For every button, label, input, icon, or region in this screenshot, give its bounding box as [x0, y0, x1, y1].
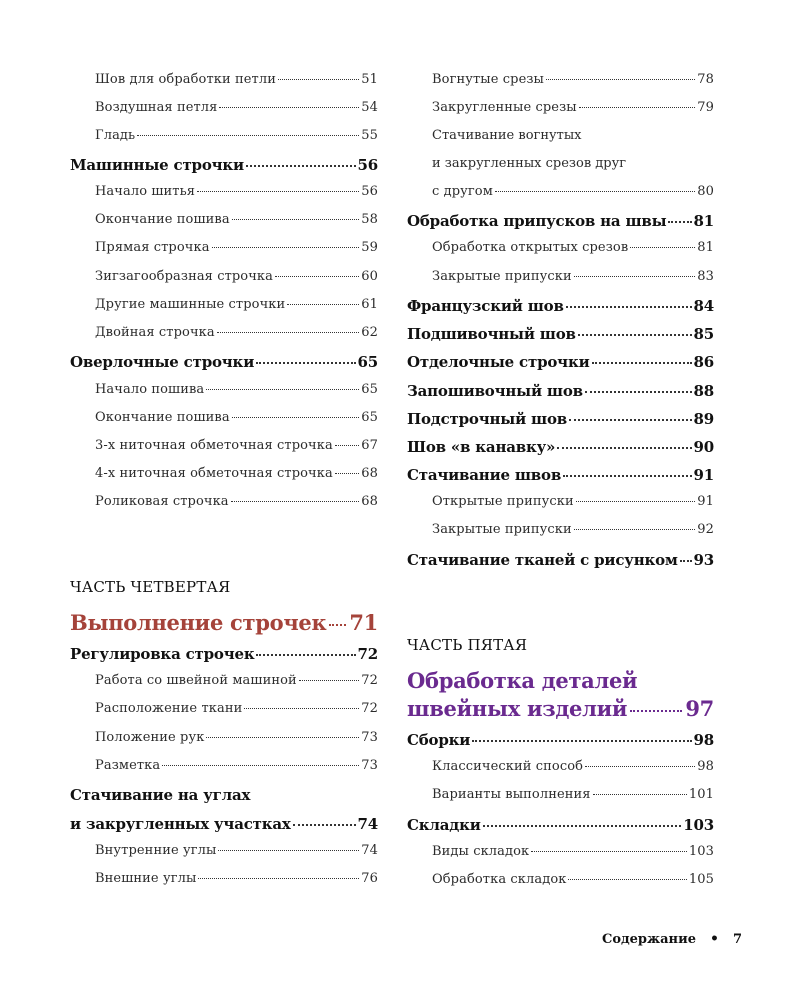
toc-subentry[interactable]	[432, 759, 714, 774]
toc-heading[interactable]	[407, 551, 714, 569]
toc-entry-title: Закрытые припуски	[432, 269, 572, 284]
toc-entry-title: 4-х ниточная обметочная строчка	[95, 466, 333, 481]
toc-subentry[interactable]	[432, 184, 714, 199]
toc-page-number: 60	[361, 269, 378, 284]
dot-leader	[162, 765, 359, 766]
toc-page-number: 73	[361, 730, 378, 745]
toc-subentry[interactable]	[95, 240, 378, 255]
toc-subentry[interactable]	[95, 843, 378, 858]
dot-leader	[546, 79, 695, 80]
toc-page-number: 51	[361, 72, 378, 87]
toc-page-number: 68	[361, 494, 378, 509]
dot-leader	[576, 501, 696, 502]
dot-leader	[287, 304, 359, 305]
toc-entry-title: Окончание пошива	[95, 212, 230, 227]
dot-leader	[335, 473, 359, 474]
toc-entry-title: Обработка открытых срезов	[432, 240, 629, 255]
dot-leader	[531, 851, 687, 852]
toc-entry-title: Стачивание швов	[407, 466, 562, 484]
toc-subentry[interactable]	[95, 438, 378, 453]
toc-page-number: 89	[693, 410, 714, 428]
toc-page-number: 61	[361, 297, 378, 312]
dot-leader	[231, 501, 360, 502]
toc-subentry[interactable]	[95, 297, 378, 312]
dot-leader	[275, 276, 359, 277]
toc-page-number: 74	[361, 843, 378, 858]
toc-entry-title: Закрытые припуски	[432, 522, 572, 537]
dot-leader	[197, 191, 359, 192]
toc-entry-title: Закругленные срезы	[432, 100, 577, 115]
toc-subentry[interactable]	[95, 758, 378, 773]
toc-subentry[interactable]	[95, 100, 378, 115]
toc-heading[interactable]	[407, 466, 714, 484]
toc-subentry[interactable]: и закругленных срезов друг	[432, 156, 627, 171]
toc-entry-title: Складки	[407, 816, 481, 834]
toc-subentry[interactable]	[432, 522, 714, 537]
dot-leader	[137, 135, 359, 136]
part-five-title-line2[interactable]	[407, 696, 714, 721]
dot-leader	[212, 247, 360, 248]
dot-leader	[329, 624, 346, 626]
toc-page-number: 80	[697, 184, 714, 199]
toc-page-number: 76	[361, 871, 378, 886]
toc-entry-title: Прямая строчка	[95, 240, 210, 255]
dot-leader	[232, 219, 360, 220]
dot-leader	[219, 107, 359, 108]
dot-leader	[198, 878, 359, 879]
toc-subentry[interactable]	[95, 466, 378, 481]
toc-entry-title: Классический способ	[432, 759, 584, 774]
toc-entry-title: с другом	[432, 184, 493, 199]
part-four-page: 71	[349, 610, 378, 635]
toc-page-number: 103	[683, 816, 714, 834]
dot-leader	[574, 529, 696, 530]
footer-separator: •	[710, 931, 719, 947]
toc-page-number: 91	[693, 466, 714, 484]
toc-subentry[interactable]	[432, 72, 714, 87]
dot-leader	[206, 389, 359, 390]
toc-page-number: 74	[357, 815, 378, 833]
toc-heading[interactable]	[407, 212, 714, 230]
toc-page-number: 56	[357, 156, 378, 174]
toc-heading[interactable]	[407, 297, 714, 315]
dot-leader	[574, 276, 696, 277]
toc-subentry[interactable]	[432, 844, 714, 859]
toc-subentry[interactable]	[95, 701, 378, 716]
toc-heading[interactable]	[70, 353, 378, 371]
toc-page-number: 65	[357, 353, 378, 371]
toc-subentry[interactable]	[95, 382, 378, 397]
toc-entry-title: Расположение ткани	[95, 701, 243, 716]
dot-leader	[563, 475, 691, 477]
toc-entry-title: Запошивочный шов	[407, 382, 583, 400]
dot-leader	[630, 710, 682, 712]
toc-entry-title: и закругленных участках	[70, 815, 291, 833]
toc-entry-title: Двойная строчка	[95, 325, 215, 340]
toc-page-number: 93	[693, 551, 714, 569]
toc-entry-title: Гладь	[95, 128, 136, 143]
toc-entry-title: Внутренние углы	[95, 843, 217, 858]
toc-heading[interactable]	[407, 382, 714, 400]
toc-page-number: 83	[697, 269, 714, 284]
toc-heading[interactable]: Стачивание на углах	[70, 786, 251, 804]
toc-subentry[interactable]	[95, 128, 378, 143]
toc-subentry[interactable]	[432, 872, 714, 887]
toc-subentry[interactable]	[432, 100, 714, 115]
dot-leader	[218, 850, 359, 851]
toc-page-number: 72	[357, 645, 378, 663]
toc-subentry[interactable]	[95, 72, 378, 87]
toc-entry-title: Подстрочный шов	[407, 410, 567, 428]
dot-leader	[630, 247, 695, 248]
page-footer	[602, 931, 742, 947]
footer-section-title: Содержание	[601, 932, 696, 947]
dot-leader	[668, 221, 691, 223]
toc-heading[interactable]	[70, 156, 378, 174]
toc-entry-title: 3-х ниточная обметочная строчка	[95, 438, 333, 453]
toc-page-number: 81	[693, 212, 714, 230]
toc-entry-title: Регулировка строчек	[70, 645, 255, 663]
toc-page-number: 62	[361, 325, 378, 340]
toc-heading[interactable]	[70, 645, 378, 663]
toc-heading[interactable]	[407, 438, 714, 456]
toc-page-number: 98	[693, 731, 714, 749]
toc-entry-title: Оверлочные строчки	[70, 353, 255, 371]
toc-subentry[interactable]	[95, 269, 378, 284]
toc-page-number: 101	[688, 787, 714, 802]
toc-page-number: 72	[361, 701, 378, 716]
toc-subentry[interactable]	[432, 240, 714, 255]
toc-entry-title: Шов «в канавку»	[407, 438, 556, 456]
dot-leader	[206, 737, 359, 738]
toc-page-number: 56	[361, 184, 378, 199]
part-five-title-text: швейных изделий	[407, 696, 628, 721]
toc-entry-title: Зигзагообразная строчка	[95, 269, 274, 284]
part-four-title-text: Выполнение строчек	[70, 610, 327, 635]
toc-page-number: 65	[361, 410, 378, 425]
toc-entry-title: Положение рук	[95, 730, 205, 745]
dot-leader	[256, 362, 355, 364]
toc-entry-title: Французский шов	[407, 297, 564, 315]
toc-entry-title: Другие машинные строчки	[95, 297, 286, 312]
toc-page-number: 54	[361, 100, 378, 115]
dot-leader	[335, 445, 359, 446]
toc-page-number: 90	[693, 438, 714, 456]
dot-leader	[566, 306, 692, 308]
toc-subentry[interactable]	[95, 410, 378, 425]
toc-entry-title: Виды складок	[432, 844, 530, 859]
toc-page-number: 105	[688, 872, 714, 887]
dot-leader	[232, 417, 360, 418]
dot-leader	[680, 560, 692, 562]
toc-subentry[interactable]	[95, 494, 378, 509]
dot-leader	[483, 825, 682, 827]
dot-leader	[593, 794, 687, 795]
toc-page-number: 78	[697, 72, 714, 87]
toc-page-number: 92	[697, 522, 714, 537]
toc-entry-title: Варианты выполнения	[432, 787, 591, 802]
dot-leader	[557, 447, 691, 449]
part-five-page: 97	[685, 696, 714, 721]
footer-page-number: 7	[732, 932, 742, 947]
toc-entry-title: Начало шитья	[95, 184, 196, 199]
toc-page-number: 98	[697, 759, 714, 774]
toc-entry-title: Начало пошива	[95, 382, 205, 397]
part-five-label: ЧАСТЬ ПЯТАЯ	[407, 636, 528, 654]
toc-page-number: 67	[361, 438, 378, 453]
toc-page-number: 59	[361, 240, 378, 255]
dot-leader	[585, 766, 695, 767]
dot-leader	[244, 708, 359, 709]
part-five-title-line1[interactable]: Обработка деталей	[407, 668, 638, 693]
toc-page-number: 79	[697, 100, 714, 115]
toc-page-number: 68	[361, 466, 378, 481]
toc-entry-title: Машинные строчки	[70, 156, 244, 174]
toc-subentry[interactable]	[95, 184, 378, 199]
toc-page-number: 73	[361, 758, 378, 773]
toc-heading[interactable]	[70, 815, 378, 833]
toc-entry-title: Отделочные строчки	[407, 353, 590, 371]
toc-entry-title: Сборки	[407, 731, 471, 749]
dot-leader	[568, 879, 686, 880]
toc-heading[interactable]	[407, 731, 714, 749]
toc-subentry[interactable]	[95, 325, 378, 340]
dot-leader	[495, 191, 695, 192]
dot-leader	[256, 654, 355, 656]
toc-page-number: 81	[697, 240, 714, 255]
toc-entry-title: Окончание пошива	[95, 410, 230, 425]
dot-leader	[579, 107, 696, 108]
toc-heading[interactable]	[407, 353, 714, 371]
toc-subentry[interactable]	[432, 269, 714, 284]
toc-heading[interactable]	[407, 410, 714, 428]
dot-leader	[217, 332, 360, 333]
part-four-title[interactable]	[70, 610, 378, 635]
toc-page-number: 84	[693, 297, 714, 315]
toc-subentry[interactable]	[95, 212, 378, 227]
toc-entry-title: Открытые припуски	[432, 494, 574, 509]
toc-page-number: 65	[361, 382, 378, 397]
toc-entry-title: Работа со швейной машиной	[95, 673, 297, 688]
toc-page-number: 86	[693, 353, 714, 371]
toc-page-number: 88	[693, 382, 714, 400]
toc-entry-title: Подшивочный шов	[407, 325, 576, 343]
toc-page-number: 55	[361, 128, 378, 143]
toc-subentry[interactable]: Стачивание вогнутых	[432, 128, 582, 143]
toc-entry-title: Внешние углы	[95, 871, 197, 886]
dot-leader	[585, 391, 692, 393]
dot-leader	[293, 824, 356, 826]
toc-entry-title: Шов для обработки петли	[95, 72, 276, 87]
toc-entry-title: Роликовая строчка	[95, 494, 229, 509]
toc-entry-title: Воздушная петля	[95, 100, 218, 115]
toc-entry-title: Разметка	[95, 758, 161, 773]
toc-subentry[interactable]	[95, 730, 378, 745]
toc-page-number: 72	[361, 673, 378, 688]
dot-leader	[569, 419, 692, 421]
dot-leader	[578, 334, 692, 336]
toc-subentry[interactable]	[432, 787, 714, 802]
dot-leader	[278, 79, 359, 80]
toc-subentry[interactable]	[432, 494, 714, 509]
dot-leader	[246, 165, 356, 167]
toc-heading[interactable]	[407, 816, 714, 834]
toc-entry-title: Вогнутые срезы	[432, 72, 545, 87]
part-four-label: ЧАСТЬ ЧЕТВЕРТАЯ	[70, 578, 231, 596]
toc-entry-title: Обработка складок	[432, 872, 567, 887]
toc-entry-title: Стачивание тканей с рисунком	[407, 551, 678, 569]
toc-entry-title: Обработка припусков на швы	[407, 212, 667, 230]
toc-subentry[interactable]	[95, 871, 378, 886]
toc-heading[interactable]	[407, 325, 714, 343]
toc-page-number: 103	[688, 844, 714, 859]
dot-leader	[472, 740, 691, 742]
toc-page-number: 58	[361, 212, 378, 227]
toc-page-number: 85	[693, 325, 714, 343]
dot-leader	[592, 362, 692, 364]
dot-leader	[299, 680, 359, 681]
toc-page-number: 91	[697, 494, 714, 509]
toc-subentry[interactable]	[95, 673, 378, 688]
